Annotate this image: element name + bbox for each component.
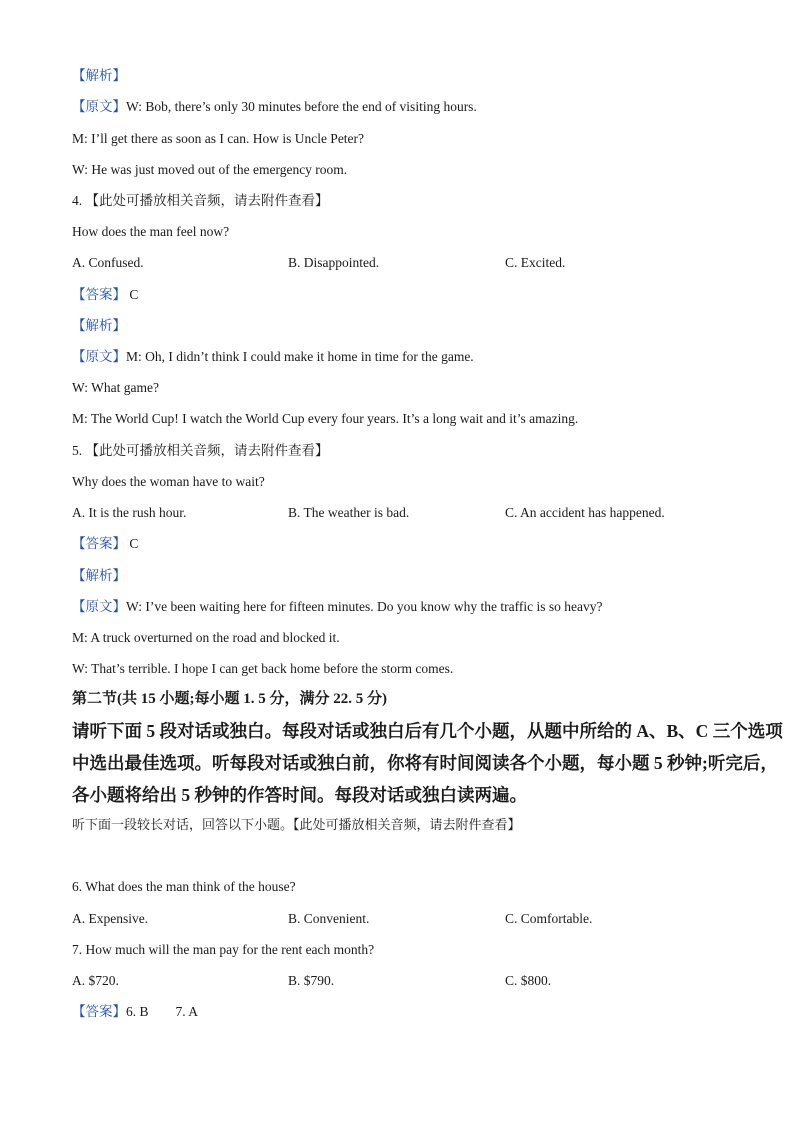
option-b: B. The weather is bad. xyxy=(288,505,410,520)
analysis-label: 【解析】 xyxy=(72,68,126,83)
transcript-line: 【原文】W: I’ve been waiting here for fifteen minutes. Do you know why the traffic is so heavy? xyxy=(72,599,603,614)
transcript-line: W: That’s terrible. I hope I can get back home before the storm comes. xyxy=(72,661,454,676)
transcript-line: M: A truck overturned on the road and blocked it. xyxy=(72,630,340,645)
option-c: C. $800. xyxy=(505,973,552,988)
option-b: B. Disappointed. xyxy=(288,255,380,270)
option-a: A. Confused. xyxy=(72,255,144,270)
option-b: B. Convenient. xyxy=(288,911,370,926)
option-b: B. $790. xyxy=(288,973,335,988)
option-a: A. Expensive. xyxy=(72,911,149,926)
question-6-text: 6. What does the man think of the house? xyxy=(72,879,296,894)
option-c: C. Excited. xyxy=(505,255,566,270)
transcript-line: M: The World Cup! I watch the World Cup every four years. It’s a long wait and it’s amazing. xyxy=(72,411,579,426)
transcript-line: W: He was just moved out of the emergency room. xyxy=(72,162,348,177)
question-4-audio[interactable]: 4. 【此处可播放相关音频，请去附件查看】 xyxy=(72,193,329,208)
question-5-text: Why does the woman have to wait? xyxy=(72,474,265,489)
section-heading: 第二节(共 15 小题;每小题 1. 5 分，满分 22. 5 分) xyxy=(72,691,387,707)
question-4-text: How does the man feel now? xyxy=(72,224,230,239)
option-a: A. It is the rush hour. xyxy=(72,505,187,520)
analysis-label: 【解析】 xyxy=(72,568,126,583)
option-c: C. An accident has happened. xyxy=(505,505,665,520)
option-a: A. $720. xyxy=(72,973,119,988)
section-instructions: 中选出最佳选项。听每段对话或独白前，你将有时间阅读各个小题，每小题 5 秒钟;听完后， xyxy=(72,753,778,773)
transcript-line: 【原文】W: Bob, there’s only 30 minutes before the end of visiting hours. xyxy=(72,99,477,114)
answer-line: 【答案】 C xyxy=(72,287,139,302)
answer-line: 【答案】6. B 7. A xyxy=(72,1004,199,1019)
section-instructions: 各小题将给出 5 秒钟的作答时间。每段对话或独白读两遍。 xyxy=(72,785,527,805)
answer-line: 【答案】 C xyxy=(72,536,139,551)
question-7-text: 7. How much will the man pay for the rent each month? xyxy=(72,942,375,957)
transcript-line: 【原文】M: Oh, I didn’t think I could make it home in time for the game. xyxy=(72,349,474,364)
analysis-label: 【解析】 xyxy=(72,318,126,333)
option-c: C. Comfortable. xyxy=(505,911,593,926)
transcript-line: M: I’ll get there as soon as I can. How is Uncle Peter? xyxy=(72,131,365,146)
section-instructions: 请听下面 5 段对话或独白。每段对话或独白后有几个小题，从题中所给的 A、B、C 三个选项 xyxy=(72,721,783,741)
question-5-audio[interactable]: 5. 【此处可播放相关音频，请去附件查看】 xyxy=(72,443,329,458)
transcript-line: W: What game? xyxy=(72,380,159,395)
dialogue-instruction[interactable]: 听下面一段较长对话，回答以下小题。【此处可播放相关音频，请去附件查看】 xyxy=(72,818,521,833)
